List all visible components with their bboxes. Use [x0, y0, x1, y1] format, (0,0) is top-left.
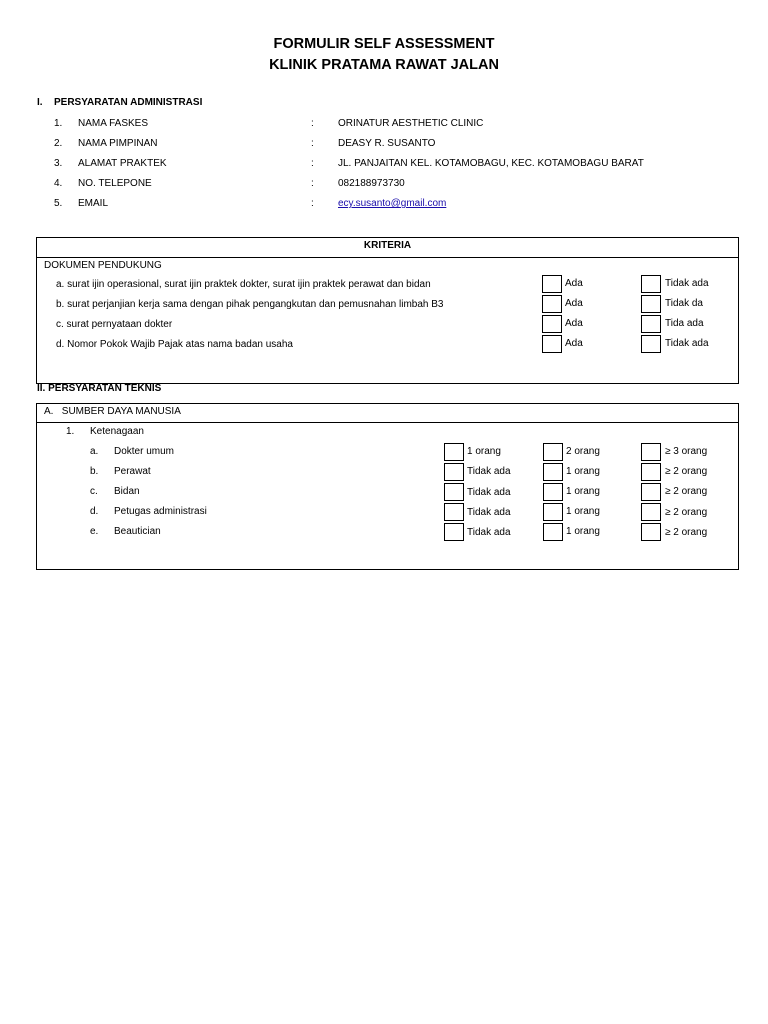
checkbox-opt1[interactable]	[444, 503, 464, 521]
checkbox-opt1[interactable]	[444, 463, 464, 481]
row-colon: :	[311, 118, 314, 129]
checkbox-tidak-ada[interactable]	[641, 275, 661, 293]
checkbox-opt1[interactable]	[444, 523, 464, 541]
row-colon: :	[311, 138, 314, 149]
row-label: NAMA PIMPINAN	[78, 138, 158, 149]
checkbox-opt3[interactable]	[641, 483, 661, 501]
dokumen-pendukung-heading: DOKUMEN PENDUKUNG	[44, 260, 162, 271]
row-value-pimpinan: DEASY R. SUSANTO	[338, 138, 436, 149]
row-number: 4.	[54, 178, 63, 189]
option-label: Tidak ada	[467, 487, 511, 498]
section1-heading: PERSYARATAN ADMINISTRASI	[54, 97, 203, 108]
checkbox-tidak-ada[interactable]	[641, 295, 661, 313]
ketenagaan-number: 1.	[66, 426, 75, 437]
sdm-heading: A. SUMBER DAYA MANUSIA	[44, 406, 181, 417]
row-label: ALAMAT PRAKTEK	[78, 158, 167, 169]
option-label: Tidak ada	[467, 507, 511, 518]
option-label: ≥ 2 orang	[665, 527, 708, 538]
row-colon: :	[311, 198, 314, 209]
row-letter: c.	[90, 486, 98, 497]
option-label: ≥ 2 orang	[665, 466, 708, 477]
checkbox-opt2[interactable]	[543, 523, 563, 541]
form-title-line2: KLINIK PRATAMA RAWAT JALAN	[269, 57, 499, 73]
checkbox-opt3[interactable]	[641, 463, 661, 481]
row-colon: :	[311, 178, 314, 189]
row-number: 5.	[54, 198, 63, 209]
option-label: Ada	[565, 278, 583, 289]
option-label: Tidak ada	[467, 466, 511, 477]
checkbox-tidak-ada[interactable]	[641, 315, 661, 333]
option-label: 2 orang	[566, 446, 600, 457]
kriteria-item-text: a. surat ijin operasional, surat ijin praktek dokter, surat ijin praktek perawat dan bidan	[56, 279, 431, 290]
kriteria-heading: KRITERIA	[363, 240, 412, 251]
option-label: Tidak ada	[665, 278, 709, 289]
form-title-line1: FORMULIR SELF ASSESSMENT	[273, 36, 495, 52]
row-letter: e.	[90, 526, 99, 537]
row-letter: b.	[90, 466, 99, 477]
checkbox-ada[interactable]	[542, 315, 562, 333]
email-link[interactable]: ecy.susanto@gmail.com	[338, 198, 447, 209]
checkbox-opt2[interactable]	[543, 463, 563, 481]
option-label: ≥ 3 orang	[665, 446, 708, 457]
checkbox-ada[interactable]	[542, 295, 562, 313]
kriteria-item-text: d. Nomor Pokok Wajib Pajak atas nama badan usaha	[56, 339, 293, 350]
ketenagaan-label: Ketenagaan	[90, 426, 144, 437]
row-value-alamat: JL. PANJAITAN KEL. KOTAMOBAGU, KEC. KOTAMOBAGU BARAT	[338, 158, 644, 169]
section2-heading: II. PERSYARATAN TEKNIS	[37, 383, 162, 394]
section1-number: I.	[37, 97, 43, 108]
kriteria-item-text: b. surat perjanjian kerja sama dengan pihak pengangkutan dan pemusnahan limbah B3	[56, 299, 444, 310]
checkbox-ada[interactable]	[542, 335, 562, 353]
checkbox-opt2[interactable]	[543, 503, 563, 521]
checkbox-opt3[interactable]	[641, 503, 661, 521]
row-label: NO. TELEPONE	[78, 178, 152, 189]
option-label: 1 orang	[566, 466, 600, 477]
option-label: Tidak ada	[467, 527, 511, 538]
checkbox-ada[interactable]	[542, 275, 562, 293]
row-label: Beautician	[114, 526, 161, 537]
kriteria-header-divider	[36, 257, 739, 258]
checkbox-opt3[interactable]	[641, 523, 661, 541]
kriteria-item-text: c. surat pernyataan dokter	[56, 319, 173, 330]
option-label: 1 orang	[566, 486, 600, 497]
checkbox-tidak-ada[interactable]	[641, 335, 661, 353]
row-label: Petugas administrasi	[114, 506, 207, 517]
option-label: Tidak ada	[665, 338, 709, 349]
row-label: Dokter umum	[114, 446, 175, 457]
option-label: Ada	[565, 338, 583, 349]
row-label: Bidan	[114, 486, 140, 497]
row-number: 3.	[54, 158, 63, 169]
row-letter: d.	[90, 506, 99, 517]
row-value-telepone: 082188973730	[338, 178, 405, 189]
checkbox-opt3[interactable]	[641, 443, 661, 461]
option-label: Tidak da	[665, 298, 703, 309]
row-label: NAMA FASKES	[78, 118, 149, 129]
option-label: 1 orang	[566, 506, 600, 517]
option-label: 1 orang	[467, 446, 501, 457]
option-label: 1 orang	[566, 526, 600, 537]
row-label: Perawat	[114, 466, 151, 477]
option-label: ≥ 2 orang	[665, 486, 708, 497]
row-number: 1.	[54, 118, 63, 129]
checkbox-opt1[interactable]	[444, 483, 464, 501]
checkbox-opt2[interactable]	[543, 443, 563, 461]
row-label: EMAIL	[78, 198, 109, 209]
checkbox-opt1[interactable]	[444, 443, 464, 461]
sdm-header-divider	[36, 422, 739, 423]
row-value-faskes: ORINATUR AESTHETIC CLINIC	[338, 118, 484, 129]
row-colon: :	[311, 158, 314, 169]
option-label: Ada	[565, 318, 583, 329]
row-number: 2.	[54, 138, 63, 149]
row-letter: a.	[90, 446, 99, 457]
option-label: Tida ada	[665, 318, 704, 329]
checkbox-opt2[interactable]	[543, 483, 563, 501]
option-label: ≥ 2 orang	[665, 507, 708, 518]
option-label: Ada	[565, 298, 583, 309]
